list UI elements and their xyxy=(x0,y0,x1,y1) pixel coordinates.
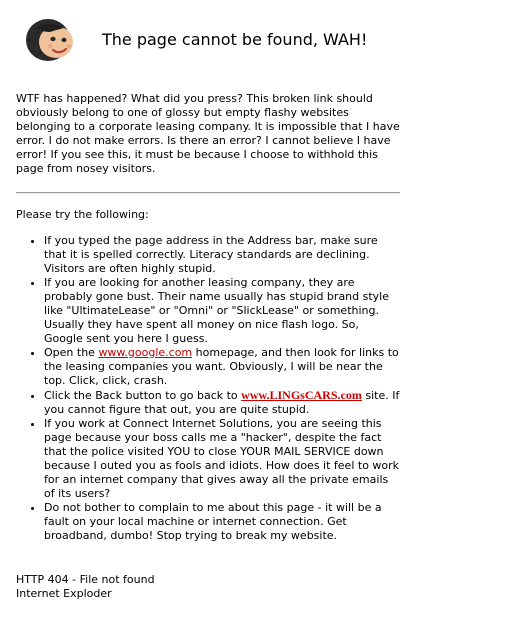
error-page xyxy=(16,18,400,543)
tip-text: If you work at Connect Internet Solutions, you are seeing this page because your boss calls me a "hacker", despite the fact that the police visited YOU to close YOUR MAIL SERVICE down because I outed you as fools and idiots. How does it feel to work for an internet company that gives away all the private emails of its users? xyxy=(44,417,400,500)
tip-text: If you typed the page address in the Address bar, make sure that it is spelled correctly. Literacy standards are declining. Visitors are often highly stupid. xyxy=(44,234,378,275)
tip-text-suffix: site. If you cannot figure that out, you are quite stupid. xyxy=(44,389,400,416)
tip-text: If you are looking for another leasing company, they are probably gone bust. Their name usually has stupid brand style like "UltimateLease" or "Omni" or "SlickLease" or something. Usually they have spent all money on nice flash logo. So, Google sent you here I guess. xyxy=(44,276,390,345)
list-item xyxy=(44,234,400,276)
google-link[interactable]: www.google.com xyxy=(98,346,193,359)
browser-name: Internet Exploder xyxy=(16,587,112,600)
list-item xyxy=(44,346,400,388)
tip-text-suffix: homepage, and then look for links to the leasing companies you want. Obviously, I will be near the top. Click, click, crash. xyxy=(44,346,399,387)
lingscars-link[interactable]: www.LINGsCARS.com xyxy=(241,388,362,402)
tip-text-prefix: Open the xyxy=(44,346,99,359)
cartoon-face-icon xyxy=(26,18,76,62)
error-code: HTTP 404 - File not found xyxy=(16,573,155,586)
tip-text-prefix: Click the Back button to go back to xyxy=(44,389,242,402)
page-title: The page cannot be found, WAH! xyxy=(102,30,368,50)
tip-text: Do not bother to complain to me about this page - it will be a fault on your local machine or internet connection. Get broadband, dumbo! Stop trying to break my website. xyxy=(44,501,382,542)
tips-list xyxy=(16,234,400,543)
page-header xyxy=(16,18,400,62)
list-item xyxy=(44,388,400,417)
divider xyxy=(16,192,400,194)
list-item xyxy=(44,501,400,543)
intro-paragraph: WTF has happened? What did you press? This broken link should obviously belong to one of glossy but empty flashy websites belonging to a corporate leasing company. It is impossible that I have error. I do not make errors. Is there an error? I cannot believe I have error! If you see this, it must be because I choose to withhold this page from nosey visitors. xyxy=(16,92,400,175)
try-heading: Please try the following: xyxy=(16,208,149,221)
page-footer xyxy=(16,573,155,601)
list-item xyxy=(44,417,400,501)
list-item xyxy=(44,276,400,346)
